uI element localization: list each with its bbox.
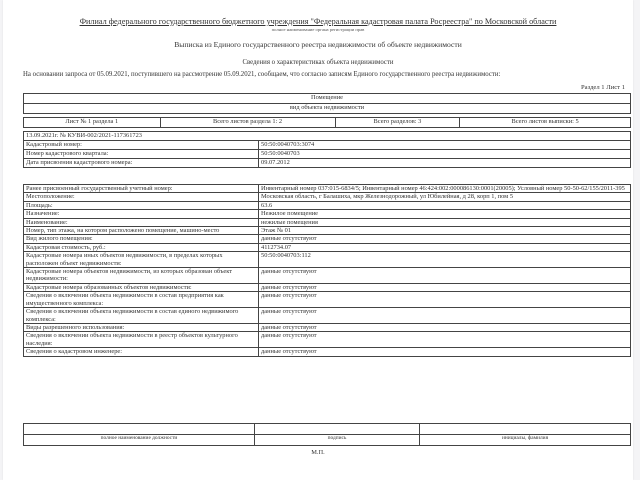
row-value: 63.6 — [259, 201, 631, 209]
row-label: Кадастровые номера объектов недвижимости, из которых образован объект недвижимости: — [24, 268, 259, 284]
section-count: Всего разделов: 3 — [335, 118, 460, 128]
name-field — [420, 424, 631, 435]
row-value: 50:50:0040703:112 — [259, 252, 631, 268]
table-row — [24, 218, 631, 226]
position-field — [24, 424, 255, 435]
organization-name: Филиал федерального государственного бюджетного учреждения "Федеральная кадастровая палата Росреестра" по Московской области — [79, 17, 557, 26]
document-number: 13.09.2021г. № КУВИ-002/2021-117361723 — [24, 132, 631, 141]
row-label: Наименование: — [24, 218, 259, 226]
row-label: Кадастровый номер: — [24, 141, 259, 150]
row-value: данные отсутствуют — [259, 283, 631, 291]
row-label: Местоположение: — [24, 193, 259, 201]
row-label: Назначение: — [24, 210, 259, 218]
signature-table — [23, 423, 631, 446]
signature-caption: подпись — [255, 435, 420, 446]
row-value: данные отсутствуют — [259, 268, 631, 284]
row-value: данные отсутствуют — [259, 332, 631, 348]
row-value: 50:50:0040703 — [259, 150, 631, 159]
row-value: Инвентарный номер 037:015-6834/5; Инвентарный номер 46:424:002:000086130:0001(20005); Условный номер 50-50-62/155/2011-395 — [259, 185, 631, 193]
row-label: Виды разрешенного использования: — [24, 323, 259, 331]
row-label: Площадь: — [24, 201, 259, 209]
row-label: Ранее присвоенный государственный учетный номер: — [24, 185, 259, 193]
table-row — [24, 283, 631, 291]
object-type: Помещение — [24, 94, 631, 104]
sheet-reference: Раздел 1 Лист 1 — [581, 84, 625, 91]
object-type-table — [23, 93, 631, 114]
row-label: Дата присвоения кадастрового номера: — [24, 159, 259, 168]
row-value: данные отсутствуют — [259, 292, 631, 308]
object-type-caption: вид объекта недвижимости — [24, 104, 631, 114]
table-row — [24, 210, 631, 218]
row-value: данные отсутствуют — [259, 235, 631, 243]
row-label: Кадастровые номера иных объектов недвижимости, в пределах которых расположен объект недвижимости: — [24, 252, 259, 268]
identifiers-table — [23, 131, 631, 168]
signature-field — [255, 424, 420, 435]
table-row — [24, 185, 631, 193]
row-value: Нежилое помещение — [259, 210, 631, 218]
row-label: Сведения о включении объекта недвижимости в реестр объектов культурного наследия: — [24, 332, 259, 348]
table-row — [24, 141, 631, 150]
row-value: 50:50:0040703:3074 — [259, 141, 631, 150]
row-label: Кадастровые номера образованных объектов недвижимости: — [24, 283, 259, 291]
table-row — [24, 332, 631, 348]
table-row — [24, 201, 631, 209]
table-row — [24, 150, 631, 159]
section-sheet-count: Всего листов раздела 1: 2 — [160, 118, 335, 128]
row-value: нежилые помещения — [259, 218, 631, 226]
sheets-table — [23, 117, 631, 128]
row-value: Московская область, г Балашиха, мкр Железнодорожный, ул Юбилейная, д 28, корп 1, пом 5 — [259, 193, 631, 201]
row-value: данные отсутствуют — [259, 348, 631, 356]
total-sheet-count: Всего листов выписки: 5 — [460, 118, 631, 128]
table-row — [24, 243, 631, 251]
table-row — [24, 252, 631, 268]
row-label: Номер кадастрового квартала: — [24, 150, 259, 159]
name-caption: инициалы, фамилия — [420, 435, 631, 446]
sheet-number: Лист № 1 раздела 1 — [24, 118, 161, 128]
row-label: Вид жилого помещения: — [24, 235, 259, 243]
intro-text: На основании запроса от 05.09.2021, поступившего на рассмотрение 05.09.2021, сообщаем, что согласно записям Единого государственного реестра недвижимости: — [23, 71, 501, 78]
table-row — [24, 235, 631, 243]
row-label: Сведения о включении объекта недвижимости в состав единого недвижимого комплекса: — [24, 308, 259, 324]
row-value: данные отсутствуют — [259, 308, 631, 324]
table-row — [24, 323, 631, 331]
characteristics-table — [23, 184, 631, 357]
row-label: Сведения о включении объекта недвижимости в состав предприятия как имущественного комплекса: — [24, 292, 259, 308]
stamp-placeholder: М.П. — [311, 449, 325, 456]
document-title: Выписка из Единого государственного реестра недвижимости об объекте недвижимости — [174, 40, 462, 49]
organization-caption: полное наименование органа регистрации прав — [271, 27, 365, 32]
section-title: Сведения о характеристиках объекта недвижимости — [242, 59, 394, 66]
row-label: Номер, тип этажа, на котором расположено помещение, машино-место — [24, 227, 259, 235]
table-row — [24, 292, 631, 308]
table-row — [24, 268, 631, 284]
row-label: Кадастровая стоимость, руб.: — [24, 243, 259, 251]
table-row — [24, 308, 631, 324]
table-row — [24, 227, 631, 235]
row-value: Этаж № 01 — [259, 227, 631, 235]
document-page — [3, 0, 633, 480]
table-row — [24, 348, 631, 356]
table-row — [24, 193, 631, 201]
table-row — [24, 159, 631, 168]
row-label: Сведения о кадастровом инженере: — [24, 348, 259, 356]
row-value: данные отсутствуют — [259, 323, 631, 331]
row-value: 4112734.07 — [259, 243, 631, 251]
row-value: 09.07.2012 — [259, 159, 631, 168]
position-caption: полное наименование должности — [24, 435, 255, 446]
